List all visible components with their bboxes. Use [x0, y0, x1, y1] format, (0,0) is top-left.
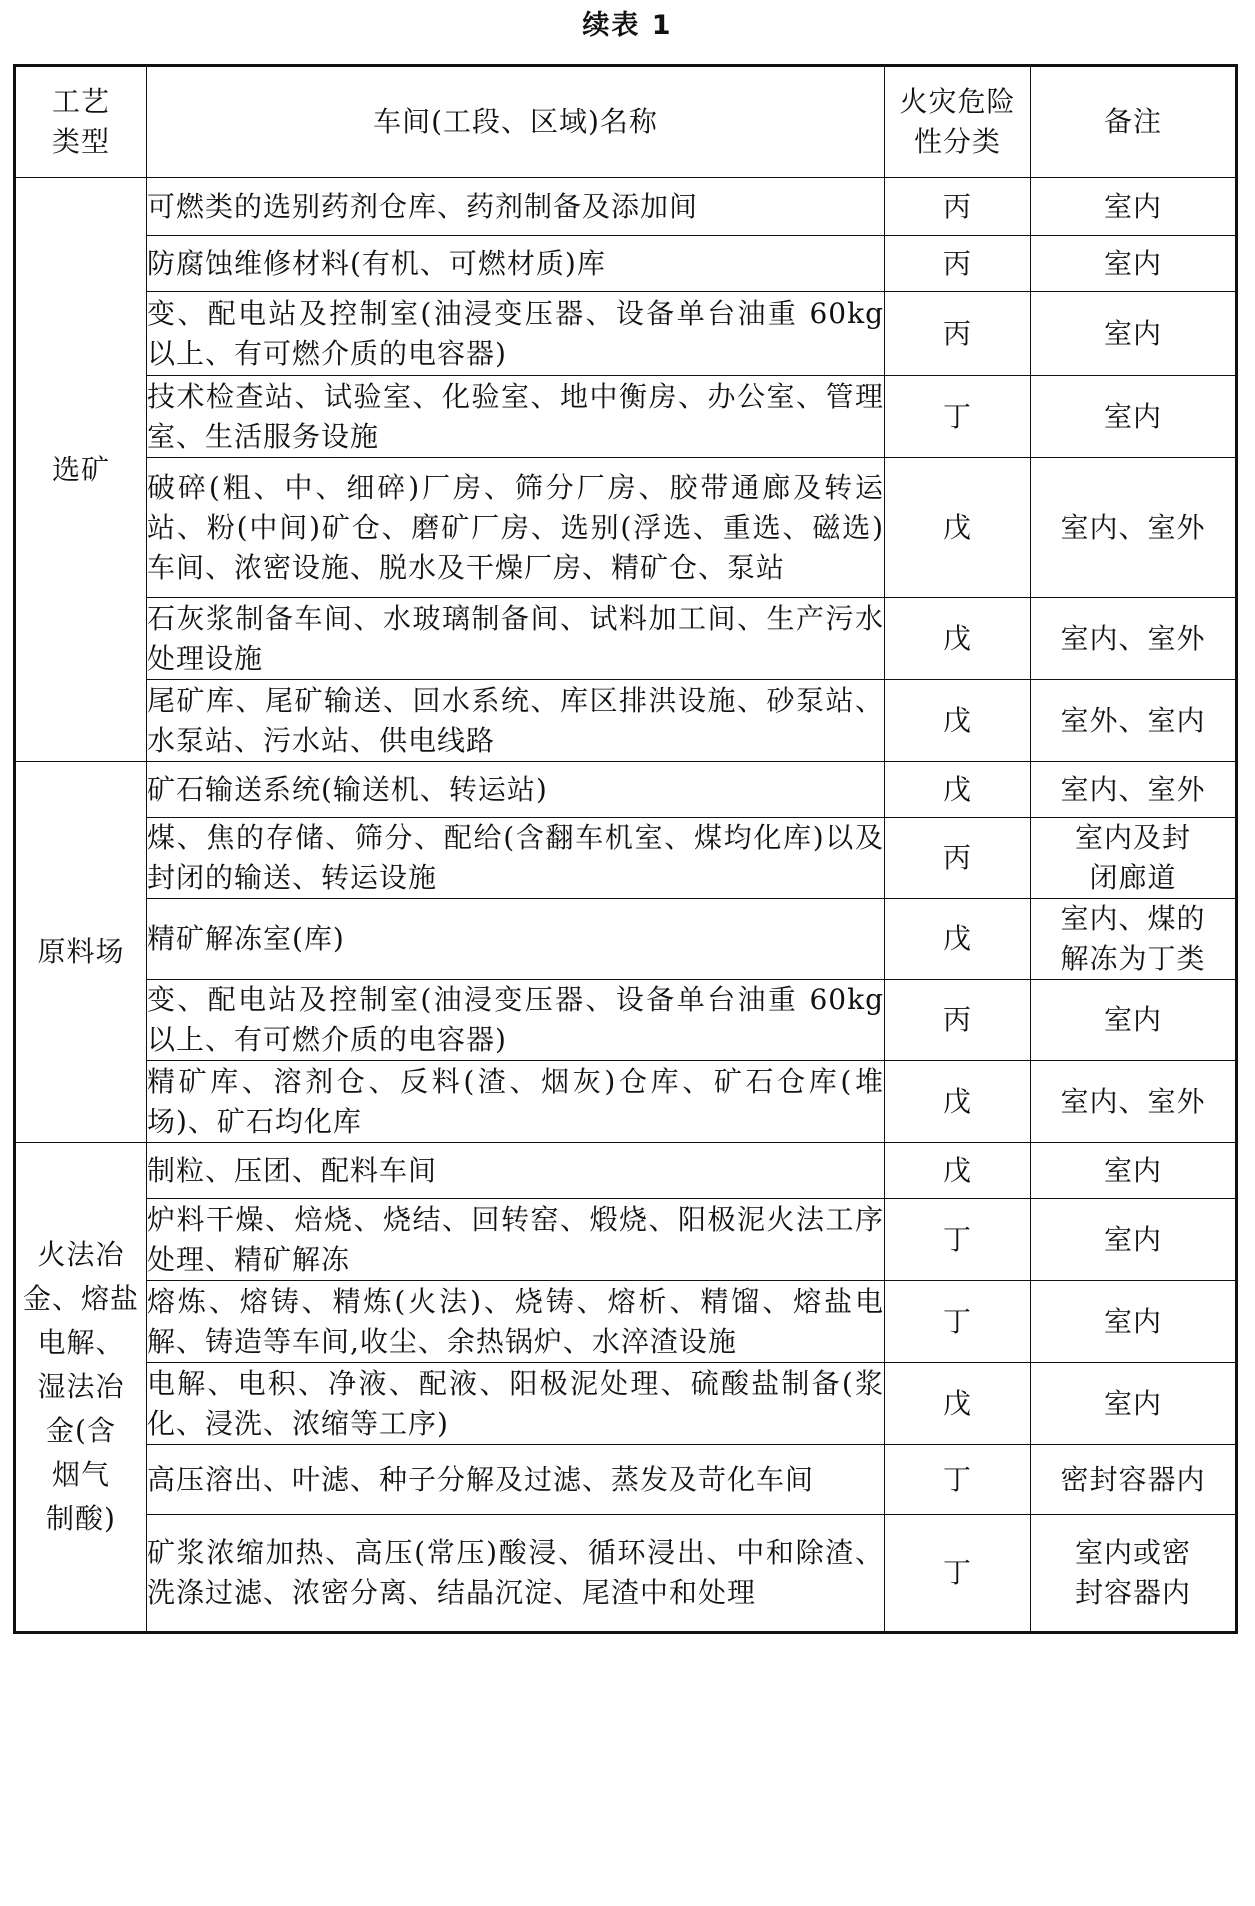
table-row	[15, 1199, 1237, 1281]
workshop-name-cell: 可燃类的选别药剂仓库、药剂制备及添加间	[147, 178, 885, 236]
header-workshop-name: 车间(工段、区域)名称	[147, 66, 885, 178]
remarks-cell: 室外、室内	[1031, 680, 1237, 762]
fire-hazard-class-cell: 戊	[885, 1061, 1031, 1143]
process-type-cell: 选矿	[15, 178, 147, 762]
fire-hazard-class-cell: 戊	[885, 458, 1031, 598]
header-remarks: 备注	[1031, 66, 1237, 178]
workshop-name-cell: 高压溶出、叶滤、种子分解及过滤、蒸发及苛化车间	[147, 1445, 885, 1515]
fire-hazard-class-cell: 戊	[885, 899, 1031, 980]
workshop-name-cell: 电解、电积、净液、配液、阳极泥处理、硫酸盐制备(浆化、浸洗、浓缩等工序)	[147, 1363, 885, 1445]
fire-hazard-class-cell: 丙	[885, 236, 1031, 292]
workshop-name-cell: 煤、焦的存储、筛分、配给(含翻车机室、煤均化库)以及封闭的输送、转运设施	[147, 818, 885, 899]
workshop-name-cell: 变、配电站及控制室(油浸变压器、设备单台油重 60kg 以上、有可燃介质的电容器)	[147, 292, 885, 376]
table-row	[15, 1143, 1237, 1199]
remarks-cell: 室内	[1031, 1199, 1237, 1281]
remarks-cell: 室内	[1031, 1143, 1237, 1199]
remarks-cell: 室内、煤的 解冻为丁类	[1031, 899, 1237, 980]
remarks-cell: 室内	[1031, 1281, 1237, 1363]
workshop-name-cell: 精矿解冻室(库)	[147, 899, 885, 980]
workshop-name-cell: 变、配电站及控制室(油浸变压器、设备单台油重 60kg 以上、有可燃介质的电容器)	[147, 980, 885, 1061]
fire-hazard-class-cell: 丁	[885, 1199, 1031, 1281]
fire-hazard-class-cell: 丙	[885, 178, 1031, 236]
table-row	[15, 1515, 1237, 1633]
table-row	[15, 292, 1237, 376]
workshop-name-cell: 制粒、压团、配料车间	[147, 1143, 885, 1199]
remarks-cell: 室内	[1031, 1363, 1237, 1445]
table-row	[15, 1281, 1237, 1363]
fire-hazard-class-cell: 戊	[885, 680, 1031, 762]
table-row	[15, 178, 1237, 236]
table-row	[15, 458, 1237, 598]
fire-hazard-class-cell: 丁	[885, 376, 1031, 458]
workshop-name-cell: 熔炼、熔铸、精炼(火法)、烧铸、熔析、精馏、熔盐电解、铸造等车间,收尘、余热锅炉、水淬渣设施	[147, 1281, 885, 1363]
table-row	[15, 762, 1237, 818]
fire-hazard-class-cell: 戊	[885, 1143, 1031, 1199]
table-row	[15, 818, 1237, 899]
table-row	[15, 598, 1237, 680]
table-header-row	[15, 66, 1237, 178]
workshop-name-cell: 石灰浆制备车间、水玻璃制备间、试料加工间、生产污水处理设施	[147, 598, 885, 680]
workshop-name-cell: 炉料干燥、焙烧、烧结、回转窑、煅烧、阳极泥火法工序处理、精矿解冻	[147, 1199, 885, 1281]
workshop-name-cell: 防腐蚀维修材料(有机、可燃材质)库	[147, 236, 885, 292]
remarks-cell: 室内	[1031, 178, 1237, 236]
fire-hazard-class-cell: 丁	[885, 1515, 1031, 1633]
remarks-cell: 室内	[1031, 376, 1237, 458]
workshop-name-cell: 尾矿库、尾矿输送、回水系统、库区排洪设施、砂泵站、水泵站、污水站、供电线路	[147, 680, 885, 762]
remarks-cell: 室内	[1031, 236, 1237, 292]
fire-hazard-class-cell: 丙	[885, 818, 1031, 899]
remarks-cell: 室内及封 闭廊道	[1031, 818, 1237, 899]
fire-hazard-class-cell: 戊	[885, 598, 1031, 680]
fire-hazard-class-cell: 丙	[885, 292, 1031, 376]
workshop-name-cell: 破碎(粗、中、细碎)厂房、筛分厂房、胶带通廊及转运站、粉(中间)矿仓、磨矿厂房、选别(浮选、重选、磁选)车间、浓密设施、脱水及干燥厂房、精矿仓、泵站	[147, 458, 885, 598]
remarks-cell: 密封容器内	[1031, 1445, 1237, 1515]
fire-hazard-class-cell: 戊	[885, 1363, 1031, 1445]
remarks-cell: 室内、室外	[1031, 1061, 1237, 1143]
remarks-cell: 室内	[1031, 980, 1237, 1061]
process-type-cell: 原料场	[15, 762, 147, 1143]
workshop-name-cell: 技术检查站、试验室、化验室、地中衡房、办公室、管理室、生活服务设施	[147, 376, 885, 458]
page-title: 续表 1	[582, 10, 673, 41]
fire-hazard-class-cell: 戊	[885, 762, 1031, 818]
workshop-name-cell: 矿浆浓缩加热、高压(常压)酸浸、循环浸出、中和除渣、洗涤过滤、浓密分离、结晶沉淀、尾渣中和处理	[147, 1515, 885, 1633]
table-row	[15, 1445, 1237, 1515]
table-body	[15, 178, 1237, 1633]
table-row	[15, 680, 1237, 762]
remarks-cell: 室内、室外	[1031, 762, 1237, 818]
remarks-cell: 室内、室外	[1031, 598, 1237, 680]
table-row	[15, 376, 1237, 458]
fire-hazard-class-cell: 丙	[885, 980, 1031, 1061]
fire-hazard-class-cell: 丁	[885, 1445, 1031, 1515]
table-row	[15, 1363, 1237, 1445]
workshop-name-cell: 精矿库、溶剂仓、反料(渣、烟灰)仓库、矿石仓库(堆场)、矿石均化库	[147, 1061, 885, 1143]
table-row	[15, 899, 1237, 980]
header-process-type: 工艺 类型	[15, 66, 147, 178]
remarks-cell: 室内、室外	[1031, 458, 1237, 598]
remarks-cell: 室内	[1031, 292, 1237, 376]
table-row	[15, 1061, 1237, 1143]
workshop-name-cell: 矿石输送系统(输送机、转运站)	[147, 762, 885, 818]
process-type-cell: 火法冶 金、熔盐 电解、 湿法冶 金(含 烟气 制酸)	[15, 1143, 147, 1633]
fire-hazard-class-cell: 丁	[885, 1281, 1031, 1363]
fire-hazard-table	[13, 64, 1238, 1634]
header-fire-hazard-class: 火灾危险 性分类	[885, 66, 1031, 178]
remarks-cell: 室内或密 封容器内	[1031, 1515, 1237, 1633]
table-row	[15, 980, 1237, 1061]
table-row	[15, 236, 1237, 292]
